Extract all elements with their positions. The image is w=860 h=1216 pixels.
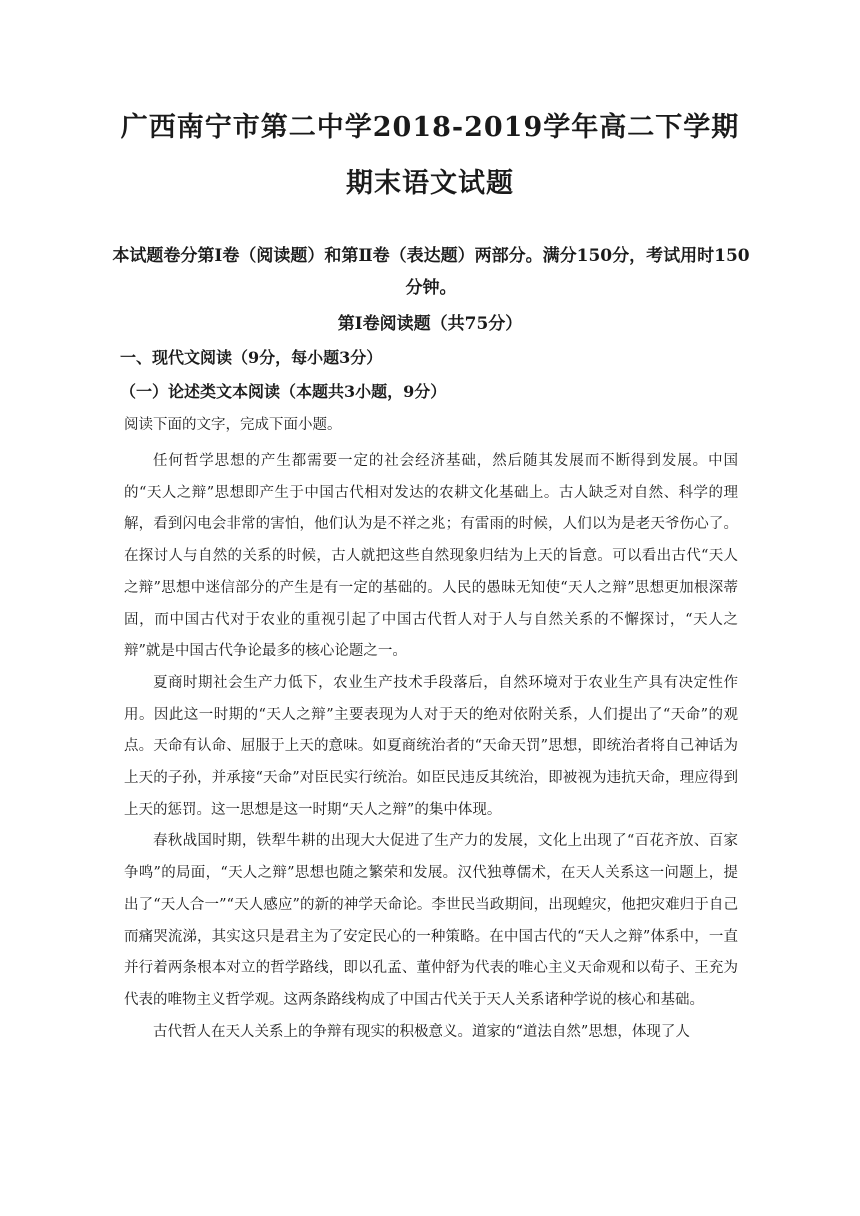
subsection-heading: （一）论述类文本阅读（本题共3小题，9分） [120, 382, 447, 401]
exam-intro: 本试题卷分第Ⅰ卷（阅读题）和第Ⅱ卷（表达题）两部分。满分150分，考试用时150分钟。 [112, 246, 750, 298]
passage-paragraph: 夏商时期社会生产力低下，农业生产技术手段落后，自然环境对于农业生产具有决定性作用。因此这一时期的“天人之辩”主要表现为人对于天的绝对依附关系，人们提出了“天命”的观点。天命有认命、屈服于上天的意味。如夏商统治者的“天命天罚”思想，即统治者将自己神话为上天的子孙，并承接“天命”对臣民实行统治。如臣民违反其统治，即被视为违抗天命，理应得到上天的惩罚。这一思想是这一时期“天人之辩”的集中体现。 [124, 674, 738, 818]
part-title: 第Ⅰ卷阅读题（共75分） [337, 314, 523, 334]
section-heading: 一、现代文阅读（9分，每小题3分） [120, 348, 383, 367]
passage-paragraph: 古代哲人在天人关系上的争辩有现实的积极意义。道家的“道法自然”思想，体现了人 [153, 1023, 690, 1040]
reading-instruction: 阅读下面的文字，完成下面小题。 [124, 417, 342, 433]
passage-paragraph: 春秋战国时期，铁犁牛耕的出现大大促进了生产力的发展，文化上出现了“百花齐放、百家争鸣”的局面，“天人之辩”思想也随之繁荣和发展。汉代独尊儒术，在天人关系这一问题上，提出了“天人合一”“天人感应”的新的神学天命论。李世民当政期间，出现蝗灾，他把灾难归于自己而痛哭流涕，其实这只是君主为了安定民心的一种策略。在中国古代的“天人之辩”体系中，一直并行着两条根本对立的哲学路线，即以孔孟、董仲舒为代表的唯心主义天命观和以荀子、王充为代表的唯物主义哲学观。这两条路线构成了中国古代关于天人关系诸种学说的核心和基础。 [124, 833, 738, 1008]
reading-passage [124, 446, 738, 1048]
passage-paragraph: 任何哲学思想的产生都需要一定的社会经济基础，然后随其发展而不断得到发展。中国的“天人之辩”思想即产生于中国古代相对发达的农耕文化基础上。古人缺乏对自然、科学的理解，看到闪电会非常的害怕，他们认为是不祥之兆；有雷雨的时候，人们以为是老天爷伤心了。在探讨人与自然的关系的时候，古人就把这些自然现象归结为上天的旨意。可以看出古代“天人之辩”思想中迷信部分的产生是有一定的基础的。人民的愚昧无知使“天人之辩”思想更加根深蒂固，而中国古代对于农业的重视引起了中国古代哲人对于人与自然关系的不懈探讨，“天人之辩”就是中国古代争论最多的核心论题之一。 [124, 453, 738, 660]
document-title: 广西南宁市第二中学2018-2019学年高二下学期期末语文试题 [120, 112, 740, 199]
